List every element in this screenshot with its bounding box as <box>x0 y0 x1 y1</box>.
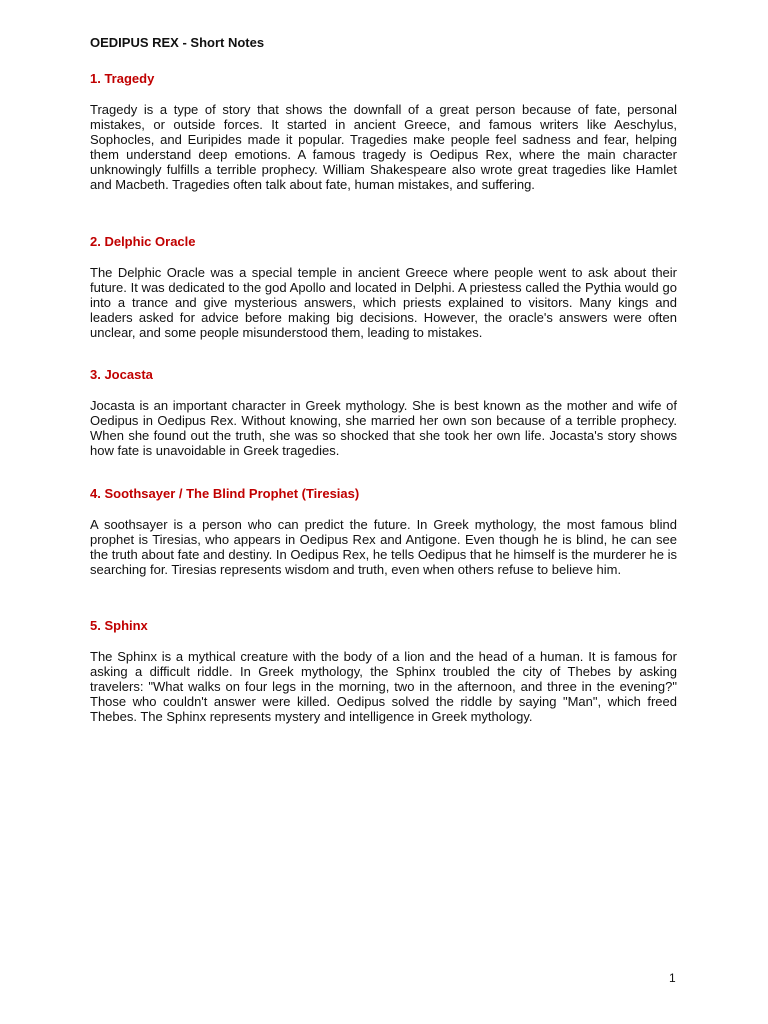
document-title: OEDIPUS REX - Short Notes <box>90 35 265 50</box>
section-tragedy <box>90 71 677 192</box>
section-heading: 1. Tragedy <box>90 71 155 86</box>
section-body: A soothsayer is a person who can predict the future. In Greek mythology, the most famous blind prophet is Tiresias, who appears in Oedipus Rex and Antigone. Even though he is blind, he can see the truth about fate and destiny. In Oedipus Rex, he tells Oedipus that he himself is the murderer he is searching for. Tiresias represents wisdom and truth, even when others refuse to believe him. <box>90 517 677 577</box>
section-body: Tragedy is a type of story that shows the downfall of a great person because of fate, personal mistakes, or outside forces. It started in ancient Greece, and famous writers like Aeschylus, Sophocles, and Euripides made it popular. Tragedies make people feel sadness and fear, helping them understand deep emotions. A famous tragedy is Oedipus Rex, where the main character unknowingly fulfills a terrible prophecy. William Shakespeare also wrote great tragedies like Hamlet and Macbeth. Tragedies often talk about fate, human mistakes, and suffering. <box>90 102 677 192</box>
section-heading: 2. Delphic Oracle <box>90 234 196 249</box>
section-delphic-oracle <box>90 234 677 340</box>
section-jocasta <box>90 367 677 458</box>
section-heading: 3. Jocasta <box>90 367 153 382</box>
page-number: 1 <box>669 971 676 985</box>
section-heading: 4. Soothsayer / The Blind Prophet (Tiresias) <box>90 486 360 501</box>
section-body: The Sphinx is a mythical creature with the body of a lion and the head of a human. It is famous for asking a difficult riddle. In Greek mythology, the Sphinx troubled the city of Thebes by asking travelers: "What walks on four legs in the morning, two in the afternoon, and three in the evening?" Those who couldn't answer were killed. Oedipus solved the riddle by saying "Man", which freed Thebes. The Sphinx represents mystery and intelligence in Greek mythology. <box>90 649 677 724</box>
section-body: Jocasta is an important character in Greek mythology. She is best known as the mother and wife of Oedipus in Oedipus Rex. Without knowing, she married her own son because of a terrible prophecy. When she found out the truth, she was so shocked that she took her own life. Jocasta's story shows how fate is unavoidable in Greek tragedies. <box>90 398 677 458</box>
section-sphinx <box>90 618 677 724</box>
section-body: The Delphic Oracle was a special temple in ancient Greece where people went to ask about their future. It was dedicated to the god Apollo and located in Delphi. A priestess called the Pythia would go into a trance and give mysterious answers, which priests explained to visitors. Many kings and leaders asked for advice before making big decisions. However, the oracle's answers were often unclear, and some people misunderstood them, leading to mistakes. <box>90 265 677 340</box>
section-heading: 5. Sphinx <box>90 618 148 633</box>
section-soothsayer <box>90 486 677 577</box>
